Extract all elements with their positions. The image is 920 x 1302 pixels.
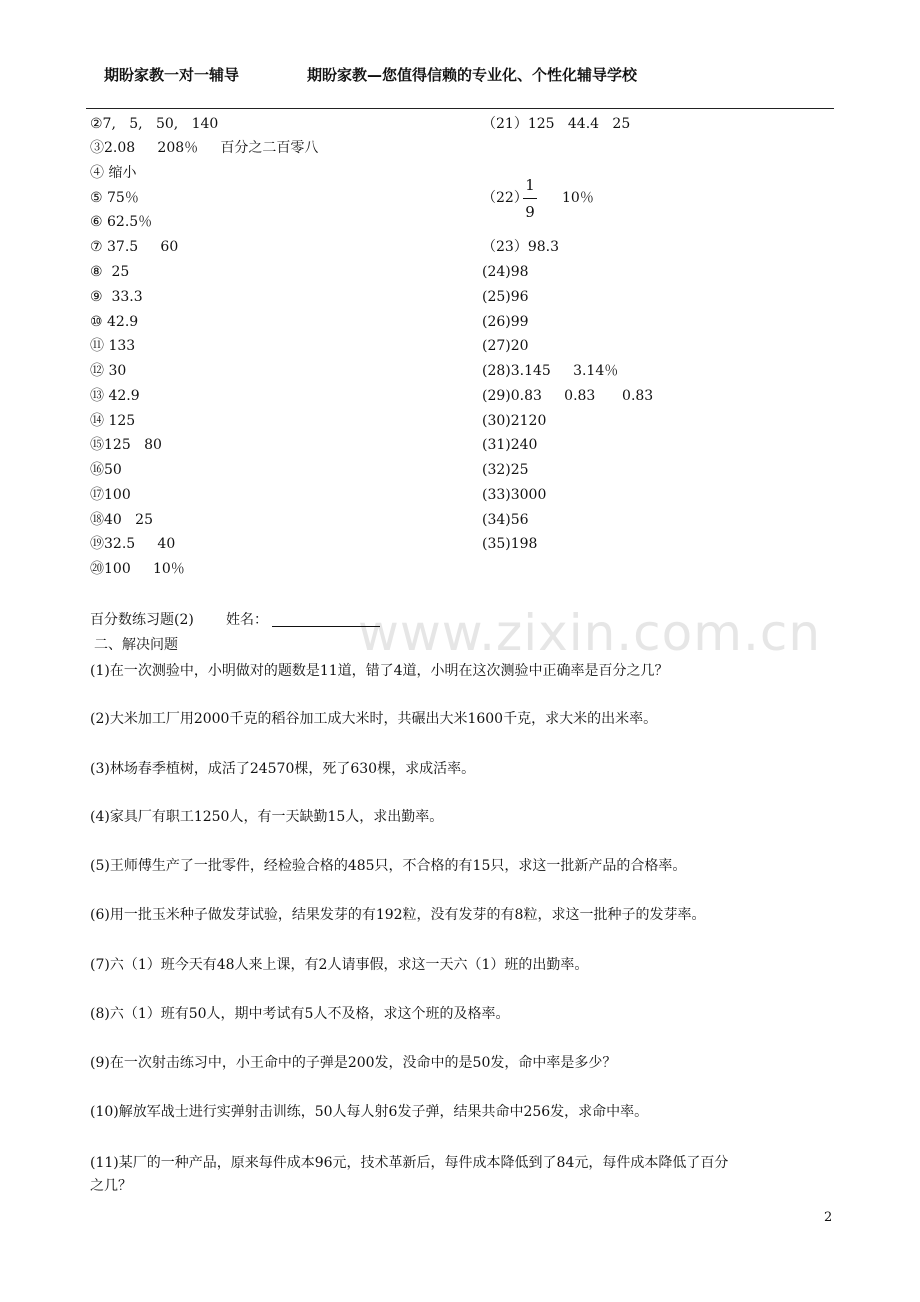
answer-item: ⑧ 25: [90, 264, 130, 280]
answer-item: ⑪ 133: [90, 338, 136, 354]
answer-item: (27)20: [482, 338, 529, 354]
problem-item: (5)王师傅生产了一批零件，经检验合格的485只，不合格的有15只，求这一批新产品的合格率。: [90, 858, 687, 874]
answer-item: （23）98.3: [482, 239, 559, 255]
answer-item: (34)56: [482, 512, 529, 528]
answer-item-22-suffix: 10％: [562, 190, 594, 206]
answer-item: ⑦ 37.5 60: [90, 239, 179, 255]
answer-item: ⑬ 42.9: [90, 388, 140, 404]
watermark-text: www.zixin.com.cn: [358, 604, 822, 662]
problem-item: (1)在一次测验中，小明做对的题数是11道，错了4道，小明在这次测验中正确率是百分之几？: [90, 663, 669, 679]
name-label: 姓名：: [226, 612, 268, 628]
header-left-title: 期盼家教一对一辅导: [104, 66, 240, 84]
answer-item: （21）125 44.4 25: [482, 116, 631, 132]
answer-item: (26)99: [482, 314, 529, 330]
answer-item: (35)198: [482, 536, 538, 552]
header-right-title: 期盼家教—您值得信赖的专业化、个性化辅导学校: [307, 66, 638, 84]
problem-item: (3)林场春季植树，成活了24570棵，死了630棵，求成活率。: [90, 761, 476, 777]
answer-item: ⑤ 75％: [90, 190, 139, 206]
answer-item: (32)25: [482, 462, 529, 478]
answer-item: ⑮125 80: [90, 437, 162, 453]
answer-item: (24)98: [482, 264, 529, 280]
problem-item: (8)六（1）班有50人，期中考试有5人不及格，求这个班的及格率。: [90, 1006, 510, 1022]
fraction-bar: [523, 198, 537, 199]
answer-item: (29)0.83 0.83 0.83: [482, 388, 654, 404]
answer-item-22-prefix: （22）: [482, 190, 528, 206]
fraction-denominator: 9: [525, 203, 535, 221]
answer-item: ⑨ 33.3: [90, 289, 143, 305]
answer-item: ⑥ 62.5％: [90, 214, 153, 230]
page-header: [104, 64, 834, 90]
answer-item: ③2.08 208％ 百分之二百零八: [90, 140, 319, 156]
problem-item-continued: 之几？: [90, 1178, 132, 1194]
answer-item: ⑲32.5 40: [90, 536, 176, 552]
section-heading: 二、解决问题: [94, 637, 178, 653]
problem-item: (11)某厂的一种产品，原来每件成本96元，技术革新后，每件成本降低到了84元，每件成本降低了百分: [90, 1155, 729, 1171]
answer-item: (30)2120: [482, 413, 547, 429]
answer-item: (25)96: [482, 289, 529, 305]
problem-item: (9)在一次射击练习中，小王命中的子弹是200发，没命中的是50发，命中率是多少？: [90, 1055, 617, 1071]
answer-item: ⑩ 42.9: [90, 314, 139, 330]
answer-item: (31)240: [482, 437, 538, 453]
answer-item: ⑱40 25: [90, 512, 153, 528]
problem-item: (10)解放军战士进行实弹射击训练，50人每人射6发子弹，结果共命中256发，求命中率。: [90, 1104, 649, 1120]
header-divider: [86, 108, 834, 109]
page-number: 2: [824, 1210, 833, 1225]
exercise-title: 百分数练习题(2): [90, 612, 194, 628]
problem-item: (4)家具厂有职工1250人，有一天缺勤15人，求出勤率。: [90, 809, 444, 825]
answer-item: ④ 缩小: [90, 165, 137, 181]
answer-item: ⑳100 10％: [90, 561, 185, 577]
answer-item: ⑫ 30: [90, 363, 127, 379]
fraction-numerator: 1: [525, 176, 535, 194]
answer-item: ⑯50: [90, 462, 122, 478]
name-fill-line: [272, 626, 380, 627]
problem-item: (7)六（1）班今天有48人来上课，有2人请事假，求这一天六（1）班的出勤率。: [90, 957, 589, 973]
answer-item: ⑰100: [90, 487, 131, 503]
problem-item: (6)用一批玉米种子做发芽试验，结果发芽的有192粒，没有发芽的有8粒，求这一批种子的发芽率。: [90, 907, 706, 923]
answer-item: ⑭ 125: [90, 413, 136, 429]
answer-item: ②7, 5, 50, 140: [90, 116, 219, 132]
answer-item: (28)3.145 3.14％: [482, 363, 619, 379]
problem-item: (2)大米加工厂用2000千克的稻谷加工成大米时，共碾出大米1600千克，求大米的出米率。: [90, 711, 658, 727]
answer-item: (33)3000: [482, 487, 547, 503]
